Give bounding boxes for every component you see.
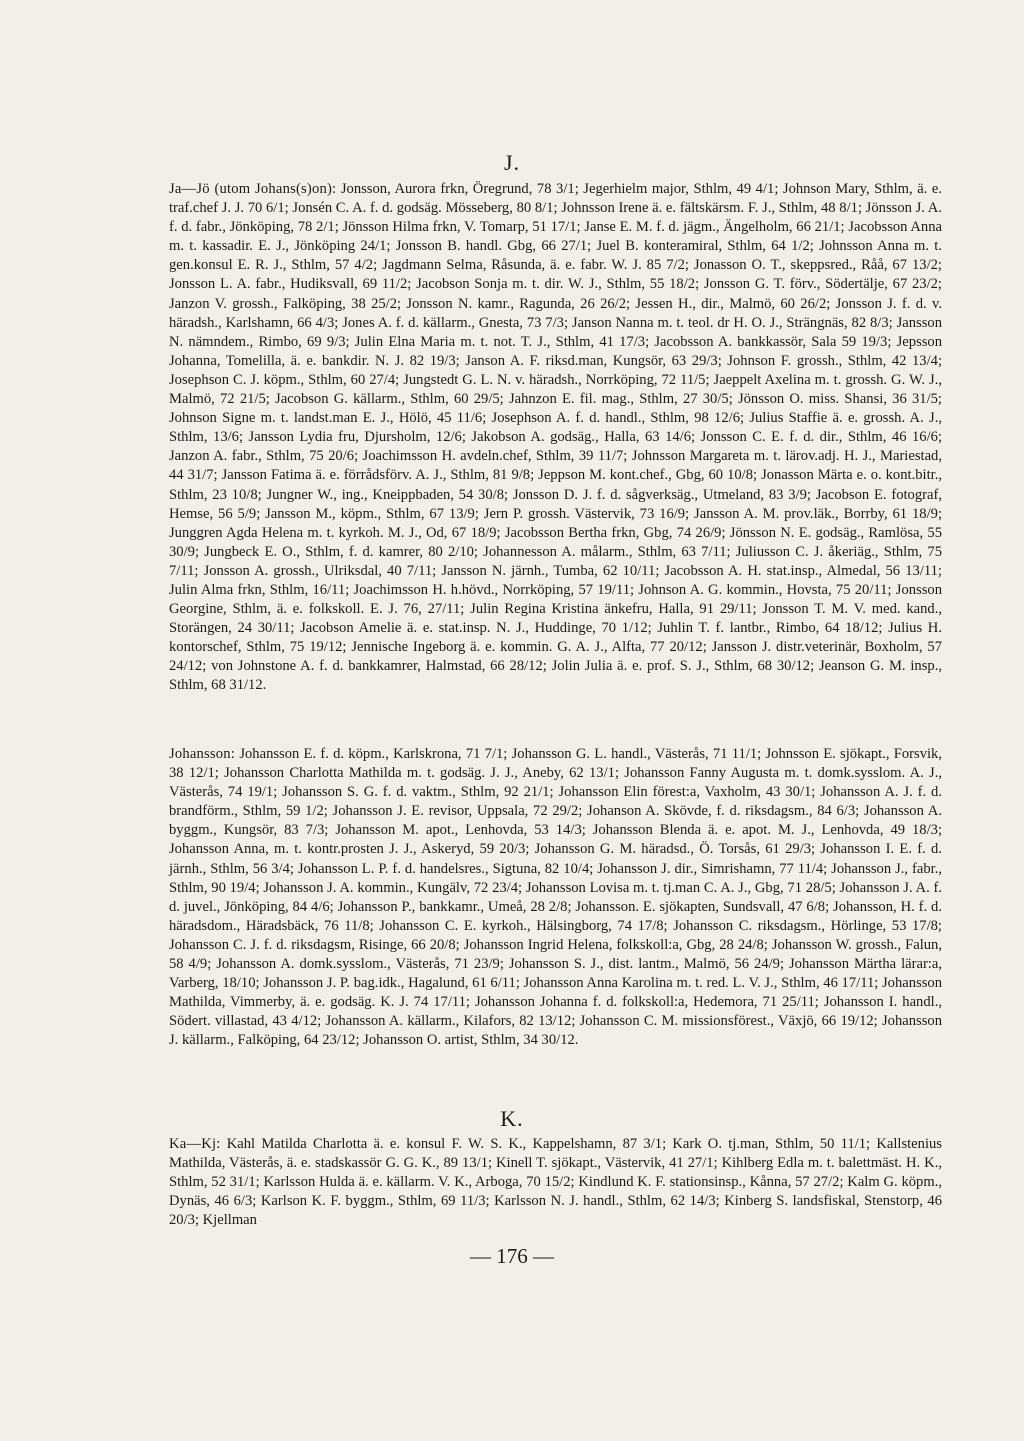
paragraph-johansson [169, 745, 942, 1051]
paragraph-ka-kj [169, 1135, 942, 1230]
page-number: — 176 — [470, 1244, 554, 1268]
section-letter-j: J. [503, 150, 521, 175]
paragraph-text: Johansson E. f. d. köpm., Karlskrona, 71 7/1; Johansson G. L. handl., Västerås, 71 11/1; Johnsson E. sjökapt., Forsvik, 38 12/1; Johansson Charlotta Mathilda m. t. godsäg. J. J., Aneby, 62 13/1; Johansson Fanny Augusta m. t. domk.sysslom. A. J., Västerås, 74 19/1; Johansson S. G. f. d. vaktm., Sthlm, 92 21/1; Johansson Elin förest:a, Vaxholm, 43 30/1; Johansson A. J. f. d. brandförm., Sthlm, 59 1/2; Johansson J. E. revisor, Uppsala, 72 29/2; Johanson A. Skövde, f. d. riksdagsm., 84 6/3; Johansson A. byggm., Kungsör, 83 7/3; Johansson M. apot., Lenhovda, 53 14/3; Johansson Blenda ä. e. apot. M. J., Lenhovda, 49 18/3; Johansson Anna, m. t. kontr.prosten J. J., Askeryd, 59 20/3; Johansson G. M. häradsd., Ö. Torsås, 61 29/3; Johansson I. E. f. d. järnh., Sthlm, 56 3/4; Johansson L. P. f. d. handelsres., Sigtuna, 82 10/4; Johansson J. dir., Simrishamn, 77 11/4; Johansson J., fabr., Sthlm, 90 19/4; Johansson J. A. kommin., Kungälv, 72 23/4; Johansson Lovisa m. t. tj.man C. A. J., Gbg, 71 28/5; Johansson J. A. f. d. juvel., Jönköping, 84 4/6; Johansson P., bankkamr., Umeå, 28 2/8; Johansson. E. sjökapten, Sundsvall, 47 6/8; Johansson, H. f. d. häradsdom., Häradsbäck, 76 11/8; Johansson C. E. kyrkoh., Hälsingborg, 74 17/8; Johansson C. riksdagsm., Hörlinge, 53 17/8; Johansson C. J. f. d. riksdagsm, Risinge, 66 20/8; Johansson Ingrid Helena, folkskoll:a, Gbg, 28 24/8; Johansson W. grossh., Falun, 58 4/9; Johansson A. domk.sysslom., Västerås, 71 23/9; Johansson S. J., dist. lantm., Malmö, 56 24/9; Johansson Märtha lärar:a, Varberg, 18/10; Johansson J. P. bag.idk., Hagalund, 61 6/11; Johansson Anna Karolina m. t. red. L. V. J., Sthlm, 46 17/11; Johansson Mathilda, Vimmerby, ä. e. godsäg. K. J. 74 17/11; Johansson Johanna f. d. folkskoll:a, Hedemora, 71 25/11; Johansson I. handl., Södert. villastad, 43 4/12; Johansson A. källarm., Kilafors, 82 13/12; Johansson C. M. missionsförest., Växjö, 66 19/12; Johansson J. källarm., Falköping, 64 23/12; Johansson O. artist, Sthlm, 34 30/12. [169, 746, 942, 1049]
paragraph-lead: Johansson: [169, 746, 236, 762]
section-letter-k: K. [500, 1106, 524, 1131]
section-johansson-entries [169, 745, 942, 1051]
section-j-entries [169, 180, 942, 696]
paragraph-text: Kahl Matilda Charlotta ä. e. konsul F. W. S. K., Kappelshamn, 87 3/1; Kark O. tj.man, Sthlm, 50 11/1; Kallstenius Mathilda, Västerås, ä. e. stadskassör G. G. K., 89 13/1; Kinell T. sjökapt., Västervik, 41 27/1; Kihlberg Edla m. t. balettmäst. H. K., Sthlm, 52 31/1; Karlsson Hulda ä. e. källarm. V. K., Arboga, 70 15/2; Kindlund K. F. stationsinsp., Kånna, 57 27/2; Kalm G. köpm., Dynäs, 46 6/3; Karlson K. F. byggm., Sthlm, 69 11/3; Karlsson N. J. handl., Sthlm, 62 14/3; Kinberg S. landsfiskal, Stenstorp, 46 20/3; Kjellman [169, 1136, 942, 1229]
paragraph-text: Jonsson, Aurora frkn, Öregrund, 78 3/1; Jegerhielm major, Sthlm, 49 4/1; Johnson Mary, Sthlm, ä. e. traf.chef J. J. 70 6/1; Jonsén C. A. f. d. godsäg. Mösseberg, 80 8/1; Johnsson Irene ä. e. fältskärsm. F. J., Sthlm, 48 8/1; Jönsson J. A. f. d. fabr., Jönköping, 78 2/1; Jönsson Hilma frkn, V. Tomarp, 51 17/1; Janse E. M. f. d. jägm., Ängelholm, 66 21/1; Jacobsson Anna m. t. kassadir. E. J., Jönköping 24/1; Jonsson B. handl. Gbg, 66 27/1; Juel B. konteramiral, Sthlm, 64 1/2; Johnsson Anna m. t. gen.konsul E. R. J., Sthlm, 57 4/2; Jagdmann Selma, Råsunda, ä. e. fabr. W. J. 85 7/2; Jonasson O. T., skeppsred., Råå, 67 13/2; Jonsson L. A. fabr., Hudiksvall, 69 11/2; Jacobson Sonja m. t. dir. W. J., Sthlm, 55 18/2; Jonsson G. T. förv., Södertälje, 67 23/2; Janzon V. grossh., Falköping, 38 25/2; Jonsson N. kamr., Ragunda, 26 26/2; Jessen H., dir., Malmö, 60 26/2; Jonsson J. f. d. v. häradsh., Karlshamn, 66 4/3; Jones A. f. d. källarm., Gnesta, 73 7/3; Janson Nanna m. t. teol. dr H. O. J., Strängnäs, 82 8/3; Jansson N. nämndem., Rimbo, 69 9/3; Julin Elna Maria m. t. not. T. J., Sthlm, 41 17/3; Jacobsson A. bankkassör, Sala 59 19/3; Jepsson Johanna, Tomelilla, ä. e. bankdir. N. J. 82 19/3; Janson A. F. riksd.man, Kungsör, 63 29/3; Johnson F. grossh., Sthlm, 42 13/4; Josephson C. J. köpm., Sthlm, 60 27/4; Jungstedt G. L. N. v. häradsh., Norrköping, 72 11/5; Jaeppelt Axelina m. t. grossh. G. W. J., Malmö, 72 21/5; Jacobson G. källarm., Sthlm, 60 29/5; Jahnzon E. fil. mag., Sthlm, 27 30/5; Jönsson O. miss. Shansi, 36 31/5; Johnson Signe m. t. landst.man E. J., Hölö, 45 11/6; Josephson A. f. d. handl., Sthlm, 98 12/6; Julius Staffie ä. e. grossh. A. J., Sthlm, 13/6; Jansson Lydia fru, Djursholm, 12/6; Jakobson A. godsäg., Halla, 63 14/6; Jonsson C. E. f. d. dir., Sthlm, 46 16/6; Janzon A. fabr., Sthlm, 75 20/6; Joachimsson H. avdeln.chef, Sthlm, 39 11/7; Johnsson Margareta m. t. lärov.adj. H. J., Mariestad, 44 31/7; Jansson Fatima ä. e. förrådsförv. A. J., Sthlm, 81 9/8; Jeppson M. kont.chef., Gbg, 60 10/8; Jonasson Märta e. o. kont.bitr., Sthlm, 23 10/8; Jungner W., ing., Kneippbaden, 54 30/8; Jonsson D. J. f. d. sågverksäg., Utmeland, 83 3/9; Jacobson E. fotograf, Hemse, 56 5/9; Jansson M., köpm., Sthlm, 67 13/9; Jern P. grossh. Västervik, 73 16/9; Jansson A. M. prov.läk., Borrby, 61 18/9; Junggren Agda Helena m. t. kyrkoh. M. J., Od, 67 18/9; Jacobsson Bertha frkn, Gbg, 74 26/9; Jönsson N. E. godsäg., Ramlösa, 55 30/9; Jungbeck E. O., Sthlm, f. d. kamrer, 80 2/10; Johannesson A. målarm., Sthlm, 63 7/11; Juliusson C. J. åkeriäg., Sthlm, 75 7/11; Jonsson A. grossh., Ulriksdal, 40 7/11; Jansson N. järnh., Tumba, 62 10/11; Jacobsson A. H. stat.insp., Almedal, 56 13/11; Julin Alma frkn, Sthlm, 16/11; Joachimsson H. h.hövd., Norrköping, 57 19/11; Johnson A. G. kommin., Hovsta, 75 20/11; Jonsson Georgine, Sthlm, ä. e. folkskoll. E. J. 76, 27/11; Julin Regina Kristina änkefru, Halla, 91 29/11; Jonsson T. M. V. med. kand., Storängen, 24 30/11; Jacobson Amelie ä. e. stat.insp. N. J., Huddinge, 70 1/12; Juhlin T. f. lantbr., Rimbo, 64 18/12; Julius H. kontorschef, Sthlm, 75 19/12; Jennische Ingeborg ä. e. kommin. G. A. J., Alfta, 77 20/12; Jansson J. distr.veterinär, Boxholm, 57 24/12; von Johnstone A. f. d. bankkamrer, Halmstad, 66 28/12; Jolin Julia ä. e. prof. S. J., Sthlm, 68 30/12; Jeanson G. M. insp., Sthlm, 68 31/12. [169, 181, 942, 694]
paragraph-lead: Ka—Kj: [169, 1136, 221, 1152]
paragraph-ja-jo [169, 180, 942, 696]
section-k-entries [169, 1135, 942, 1230]
paragraph-lead: Ja—Jö (utom Johans(s)on): [169, 181, 337, 197]
